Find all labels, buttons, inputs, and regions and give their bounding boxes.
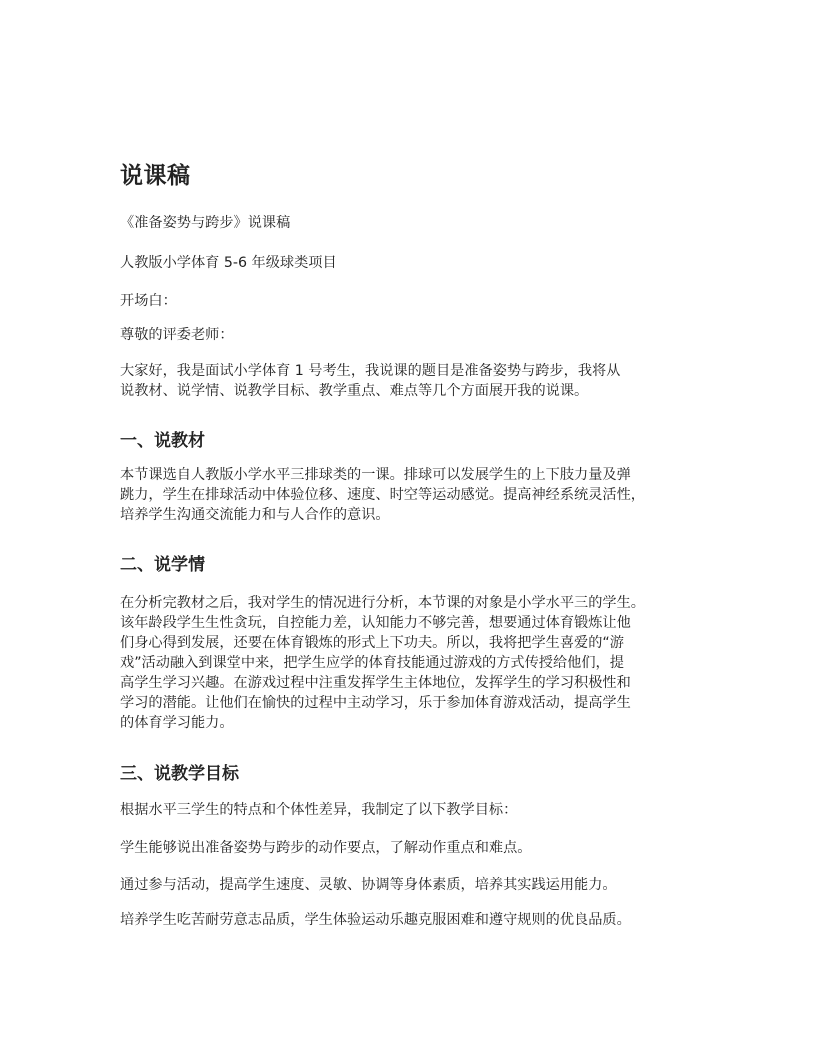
paragraph-line: 跳力，学生在排球活动中体验位移、速度、时空等运动感觉。提高神经系统灵活性， <box>120 487 645 503</box>
textbook-paragraph <box>120 465 710 525</box>
students-paragraph <box>120 593 710 733</box>
goal-item: 学生能够说出准备姿势与跨步的动作要点，了解动作重点和难点。 <box>120 840 532 856</box>
goals-intro: 根据水平三学生的特点和个体性差异，我制定了以下教学目标： <box>120 802 518 818</box>
section-heading-students: 二、说学情 <box>120 555 205 575</box>
paragraph-line: 说教材、说学情、说教学目标、教学重点、难点等几个方面展开我的说课。 <box>120 383 589 399</box>
subject-line: 人教版小学体育 5-6 年级球类项目 <box>120 255 337 271</box>
paragraph-line: 培养学生沟通交流能力和与人合作的意识。 <box>120 507 390 523</box>
paragraph-line: 们身心得到发展，还要在体育锻炼的形式上下功夫。所以，我将把学生喜爱的“游 <box>120 635 624 651</box>
paragraph-line: 的体育学习能力。 <box>120 715 234 731</box>
paragraph-line: 该年龄段学生生性贪玩，自控能力差，认知能力不够完善，想要通过体育锻炼让他 <box>120 615 631 631</box>
paragraph-line: 大家好，我是面试小学体育 1 号考生，我说课的题目是准备姿势与跨步，我将从 <box>120 363 621 379</box>
paragraph-line: 学习的潜能。让他们在愉快的过程中主动学习，乐于参加体育游戏活动，提高学生 <box>120 695 631 711</box>
goal-item: 通过参与活动，提高学生速度、灵敏、协调等身体素质，培养其实践运用能力。 <box>120 877 617 893</box>
course-title: 《准备姿势与跨步》说课稿 <box>120 215 291 231</box>
paragraph-line: 高学生学习兴趣。在游戏过程中注重发挥学生主体地位，发挥学生的学习积极性和 <box>120 675 631 691</box>
greeting: 尊敬的评委老师： <box>120 327 234 343</box>
paragraph-line: 戏”活动融入到课堂中来，把学生应学的体育技能通过游戏的方式传授给他们，提 <box>120 655 624 671</box>
paragraph-line: 本节课选自人教版小学水平三排球类的一课。排球可以发展学生的上下肢力量及弹 <box>120 467 631 483</box>
opening-paragraph <box>120 361 710 401</box>
paragraph-line: 在分析完教材之后，我对学生的情况进行分析，本节课的对象是小学水平三的学生。 <box>120 595 645 611</box>
goal-item: 培养学生吃苦耐劳意志品质，学生体验运动乐趣克服困难和遵守规则的优良品质。 <box>120 912 631 928</box>
document-title: 说课稿 <box>120 163 191 189</box>
section-heading-textbook: 一、说教材 <box>120 431 205 451</box>
opening-label: 开场白： <box>120 293 177 309</box>
section-heading-goals: 三、说教学目标 <box>120 764 239 784</box>
